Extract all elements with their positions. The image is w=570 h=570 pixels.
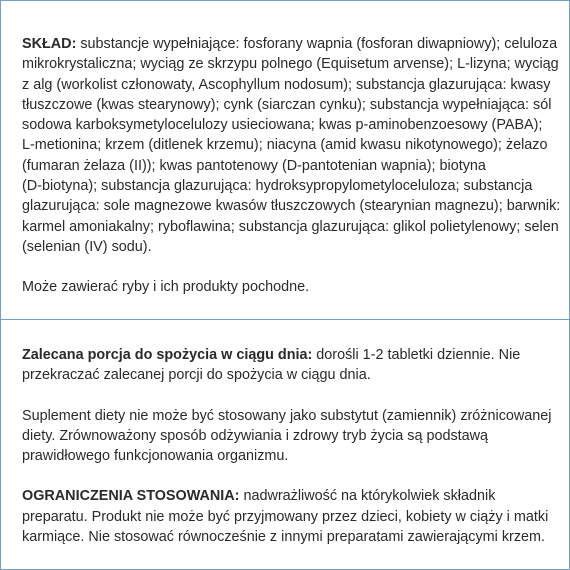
supplement-line: Suplement diety nie może być stosowany jako substytut (zamiennik) zróżnicowanej bbox=[22, 407, 552, 424]
restrictions-line: preparatu. Produkt nie może być przyjmowany przez dzieci, kobiety w ciąży i matki bbox=[22, 508, 549, 525]
ingredients-line: karmel amoniakalny; ryboflawina; substancja glazurująca: glikol polietylenowy; selen bbox=[22, 218, 559, 235]
portion-heading: Zalecana porcja do spożycia w ciągu dnia: bbox=[22, 347, 313, 363]
ingredients-section bbox=[22, 34, 560, 298]
restrictions-line: karmiące. Nie stosować równocześnie z innymi preparatami zawierającymi krzem. bbox=[22, 529, 546, 546]
supplement-line: diety. Zrównoważony sposób odżywiania i zdrowy tryb życia są podstawą bbox=[22, 427, 489, 444]
usage-panel bbox=[1, 320, 569, 569]
ingredients-line: (selenian (IV) sodu). bbox=[22, 238, 152, 255]
portion-line: przekraczać zalecanej porcji do spożycia w ciągu dnia. bbox=[22, 367, 371, 384]
ingredients-line: mikrokrystaliczna; wyciąg ze skrzypu polnego (Equisetum arvense); L-lizyna; wyciąg bbox=[22, 56, 559, 73]
ingredients-line: glazurująca: sole magnezowe kwasów tłuszczowych (stearynian magnezu); barwnik: bbox=[22, 198, 561, 215]
restrictions-line-1 bbox=[22, 486, 552, 506]
ingredients-line: sodowa karboksymetylocelulozy usieciowana; kwas p-aminobenzoesowy (PABA); bbox=[22, 117, 543, 134]
ingredients-text: substancje wypełniające: fosforany wapnia (fosforan diwapniowy); celuloza bbox=[76, 36, 558, 52]
usage-section bbox=[22, 345, 552, 547]
portion-line-1 bbox=[22, 345, 552, 365]
portion-text: dorośli 1-2 tabletki dziennie. Nie bbox=[312, 347, 521, 363]
ingredients-line-1 bbox=[22, 34, 560, 54]
ingredients-line: tłuszczowe (kwas stearynowy); cynk (siarczan cynku); substancja wypełniająca: sól bbox=[22, 96, 552, 113]
ingredients-heading: SKŁAD: bbox=[22, 36, 77, 52]
allergen-note: Może zawierać ryby i ich produkty pochodne. bbox=[22, 279, 310, 296]
ingredients-line: (fumaran żelaza (II)); kwas pantotenowy (D-pantotenian wapnia); biotyna bbox=[22, 157, 486, 174]
restrictions-heading: OGRANICZENIA STOSOWANIA: bbox=[22, 488, 240, 505]
restrictions-text: nadwrażliwość na którykolwiek składnik bbox=[239, 488, 496, 505]
ingredients-line: z alg (workolist członowaty, Ascophyllum nodosum); substancja glazurująca: kwasy bbox=[22, 76, 551, 93]
ingredients-line: L-metionina; krzem (ditlenek krzemu); niacyna (amid kwasu nikotynowego); żelazo bbox=[22, 137, 548, 154]
ingredients-panel bbox=[1, 1, 569, 320]
ingredients-line: (D-biotyna); substancja glazurująca: hydroksypropylometyloceluloza; substancja bbox=[22, 178, 533, 195]
supplement-line: prawidłowego funkcjonowania organizmu. bbox=[22, 448, 289, 465]
